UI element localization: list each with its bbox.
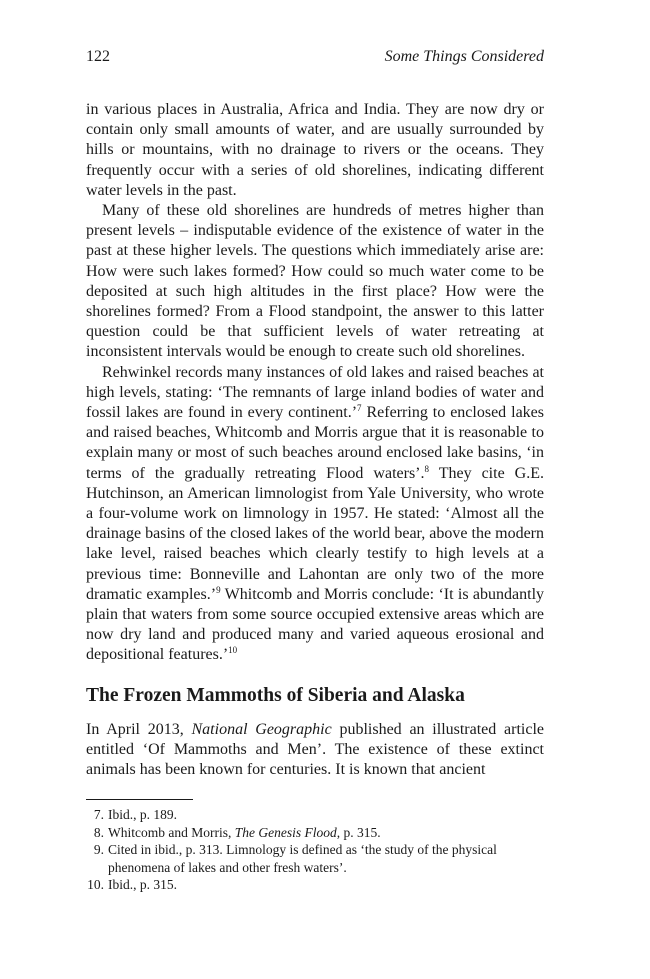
paragraph-3-text: Rehwinkel records many instances of old lakes and raised beaches at high levels, stating: ‘The remnants of large inland bodies of water and fossil lakes are found in every continent.’ [86, 363, 544, 422]
footnote-9 [86, 841, 544, 876]
paragraph-3-text: Whitcomb and Morris conclude: ‘It is abundantly plain that waters from some source occupied extensive areas which are now dry land and produced many and varied aqueous erosional and depositional features.’ [86, 585, 545, 664]
paragraph-3 [86, 363, 544, 666]
footnote-number: 8. [93, 824, 104, 840]
footnote-number: 9. [93, 842, 104, 858]
paragraph-1: in various places in Australia, Africa and India. They are now dry or contain only small amounts of water, and are usually surrounded by hills or mountains, with no drainage to rivers or the oceans. They frequently occur with a series of old shorelines, indicating different water levels in the past. [86, 101, 544, 199]
footnote-8 [86, 824, 544, 842]
footnote-text-part: , p. 315. [336, 824, 381, 840]
section-text [86, 720, 544, 781]
footnote-ref-7[interactable]: 7 [357, 403, 362, 414]
footnote-number: 10. [87, 877, 104, 893]
footnote-ref-9[interactable]: 9 [216, 584, 221, 595]
publication-title: National Geographic [191, 721, 332, 738]
footnote-text-part: Whitcomb and Morris, [108, 824, 235, 840]
footnote-7 [86, 806, 544, 824]
footnote-text: Cited in ibid., p. 313. Limnology is defined as ‘the study of the physical phenomena of lakes and other fresh waters’. [108, 842, 497, 875]
footnote-text: Ibid., p. 315. [108, 877, 177, 893]
footnote-text [108, 824, 544, 842]
body-text [86, 100, 544, 666]
footnote-ref-10[interactable]: 10 [228, 645, 238, 656]
footnote-divider [86, 799, 193, 800]
book-title: The Genesis Flood [234, 824, 337, 840]
section-paragraph-text: published an illustrated article entitled ‘Of Mammoths and Men’. The existence of these extinct animals has been known for centuries. It is known that ancient [86, 721, 545, 779]
footnotes [86, 806, 544, 894]
paragraph-3-text: They cite G.E. Hutchinson, an American limnologist from Yale University, who wrote a four-volume work on limnology in 1957. He stated: ‘Almost all the drainage basins of the closed lakes of the world bear, above the modern lake level, raised beaches which clearly testify to high levels at a previous time: Bonneville and Lahontan are only two of the more dramatic examples.’ [86, 464, 544, 603]
running-head [86, 48, 544, 70]
footnote-number: 7. [93, 807, 104, 822]
section-heading: The Frozen Mammoths of Siberia and Alaska [86, 685, 465, 706]
page-number: 122 [86, 48, 110, 65]
footnote-ref-8[interactable]: 8 [424, 463, 430, 474]
section-paragraph [86, 720, 544, 781]
footnote-text: Ibid., p. 189. [108, 807, 177, 822]
section-paragraph-text: In April 2013, [86, 721, 192, 738]
paragraph-3-text: Referring to enclosed lakes and raised beaches, Whitcomb and Morris argue that it is reasonable to explain many or most of such beaches around enclosed lake basins, ‘in terms of the gradually retreating Flood waters’. [86, 404, 545, 482]
running-title: Some Things Considered [384, 48, 544, 65]
footnote-10 [86, 876, 544, 894]
paragraph-2: Many of these old shorelines are hundreds of metres higher than present levels – indisputable evidence of the existence of water in the past at these higher levels. The questions which immediately arise are: How were such lakes formed? How could so much water come to be deposited at such high altitudes in the first place? How were the shorelines formed? From a Flood standpoint, the answer to this latter question could be that sufficient levels of water retreating at inconsistent intervals would be enough to create such old shorelines. [86, 202, 544, 361]
